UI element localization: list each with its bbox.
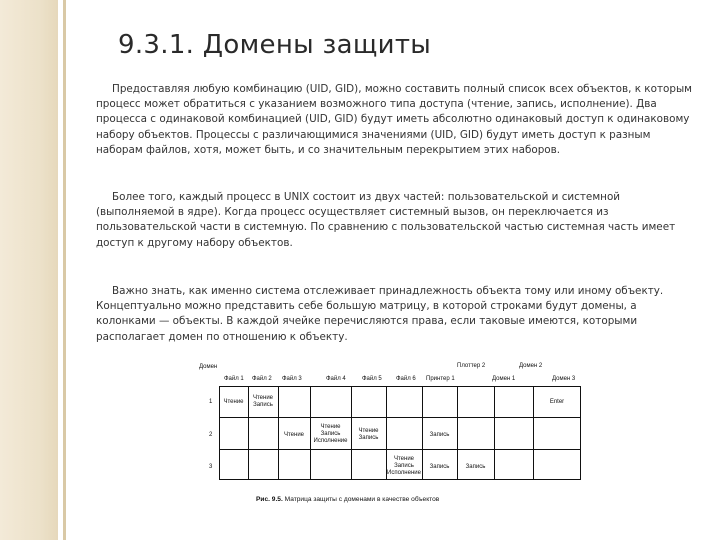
paragraph-2 [96, 190, 692, 251]
column-header: Файл 1 [224, 376, 244, 382]
paragraph-3 [96, 284, 692, 345]
matrix-cell: Запись [429, 464, 450, 470]
column-label-domain-2: Домен 2 [519, 363, 543, 369]
figure-caption-number: Рис. 9.5. [256, 496, 283, 503]
paragraph-1-text: Предоставляя любую комбинацию (UID, GID), можно составить полный список всех объектов, к которым процесс может обратиться с указанием возможного типа доступа (чтение, запись, исполнение). Два процесса с одинаковой комбинацией (UID, GID) будут иметь абсолютно одинаковый доступ к одинаковому набору объектов. Процессы с различающимися значениями (UID, GID) будут иметь доступ к разным наборам файлов, хотя, может быть, и со значительным перекрытием этих наборов. [96, 83, 692, 156]
matrix-cell: Чтение Запись Исполнение [387, 456, 421, 476]
grid-line [219, 449, 581, 450]
grid-line [219, 417, 581, 418]
matrix-cell: Чтение [283, 432, 305, 438]
row-label: 1 [209, 399, 213, 405]
grid-line [494, 386, 495, 480]
column-header: Домен 1 [492, 376, 516, 382]
paragraph-1 [96, 82, 692, 158]
matrix-cell: Запись [465, 464, 486, 470]
left-decorative-band [0, 0, 58, 540]
column-header: Домен 3 [552, 376, 576, 382]
matrix-cell: Enter [549, 399, 565, 405]
row-label: 3 [209, 464, 213, 470]
left-decorative-line [63, 0, 66, 540]
figure-caption-text: Матрица защиты с доменами в качестве объектов [284, 496, 440, 503]
paragraph-2-text: Более того, каждый процесс в UNIX состоит из двух частей: пользовательской и системной (выполняемой в ядре). Когда процесс осуществляет системный вызов, он переключается из пользовательской части в системную. По сравнению с пользовательской частью системная часть имеет доступ к другому набору объектов. [96, 191, 676, 249]
page-title: 9.3.1. Домены защиты [118, 30, 432, 60]
column-header: Файл 2 [252, 376, 272, 382]
column-header: Файл 6 [396, 376, 416, 382]
paragraph-3-text: Важно знать, как именно система отслеживает принадлежность объекта тому или иному объекту. Концептуально можно представить себе большую матрицу, в которой строками будут домены, а колонками — объекты. В каждой ячейке перечисляются права, если таковые имеются, которыми располагает домен по отношению к объекту. [96, 285, 664, 343]
matrix-cell: Чтение Запись [358, 428, 379, 441]
column-header: Принтер 1 [426, 376, 455, 382]
matrix-cell: Чтение [223, 399, 244, 405]
matrix-cell: Запись [429, 432, 450, 438]
matrix-cell: Чтение Запись [252, 395, 274, 408]
column-label-plotter: Плоттер 2 [457, 363, 486, 369]
column-header: Файл 3 [282, 376, 302, 382]
protection-matrix-figure [196, 360, 592, 520]
column-header: Файл 4 [326, 376, 346, 382]
row-label: 2 [209, 432, 213, 438]
column-header: Файл 5 [362, 376, 382, 382]
domain-axis-label: Домен [199, 364, 218, 370]
figure-caption [256, 496, 576, 503]
matrix-cell: Чтение Запись Исполнение [313, 424, 348, 444]
